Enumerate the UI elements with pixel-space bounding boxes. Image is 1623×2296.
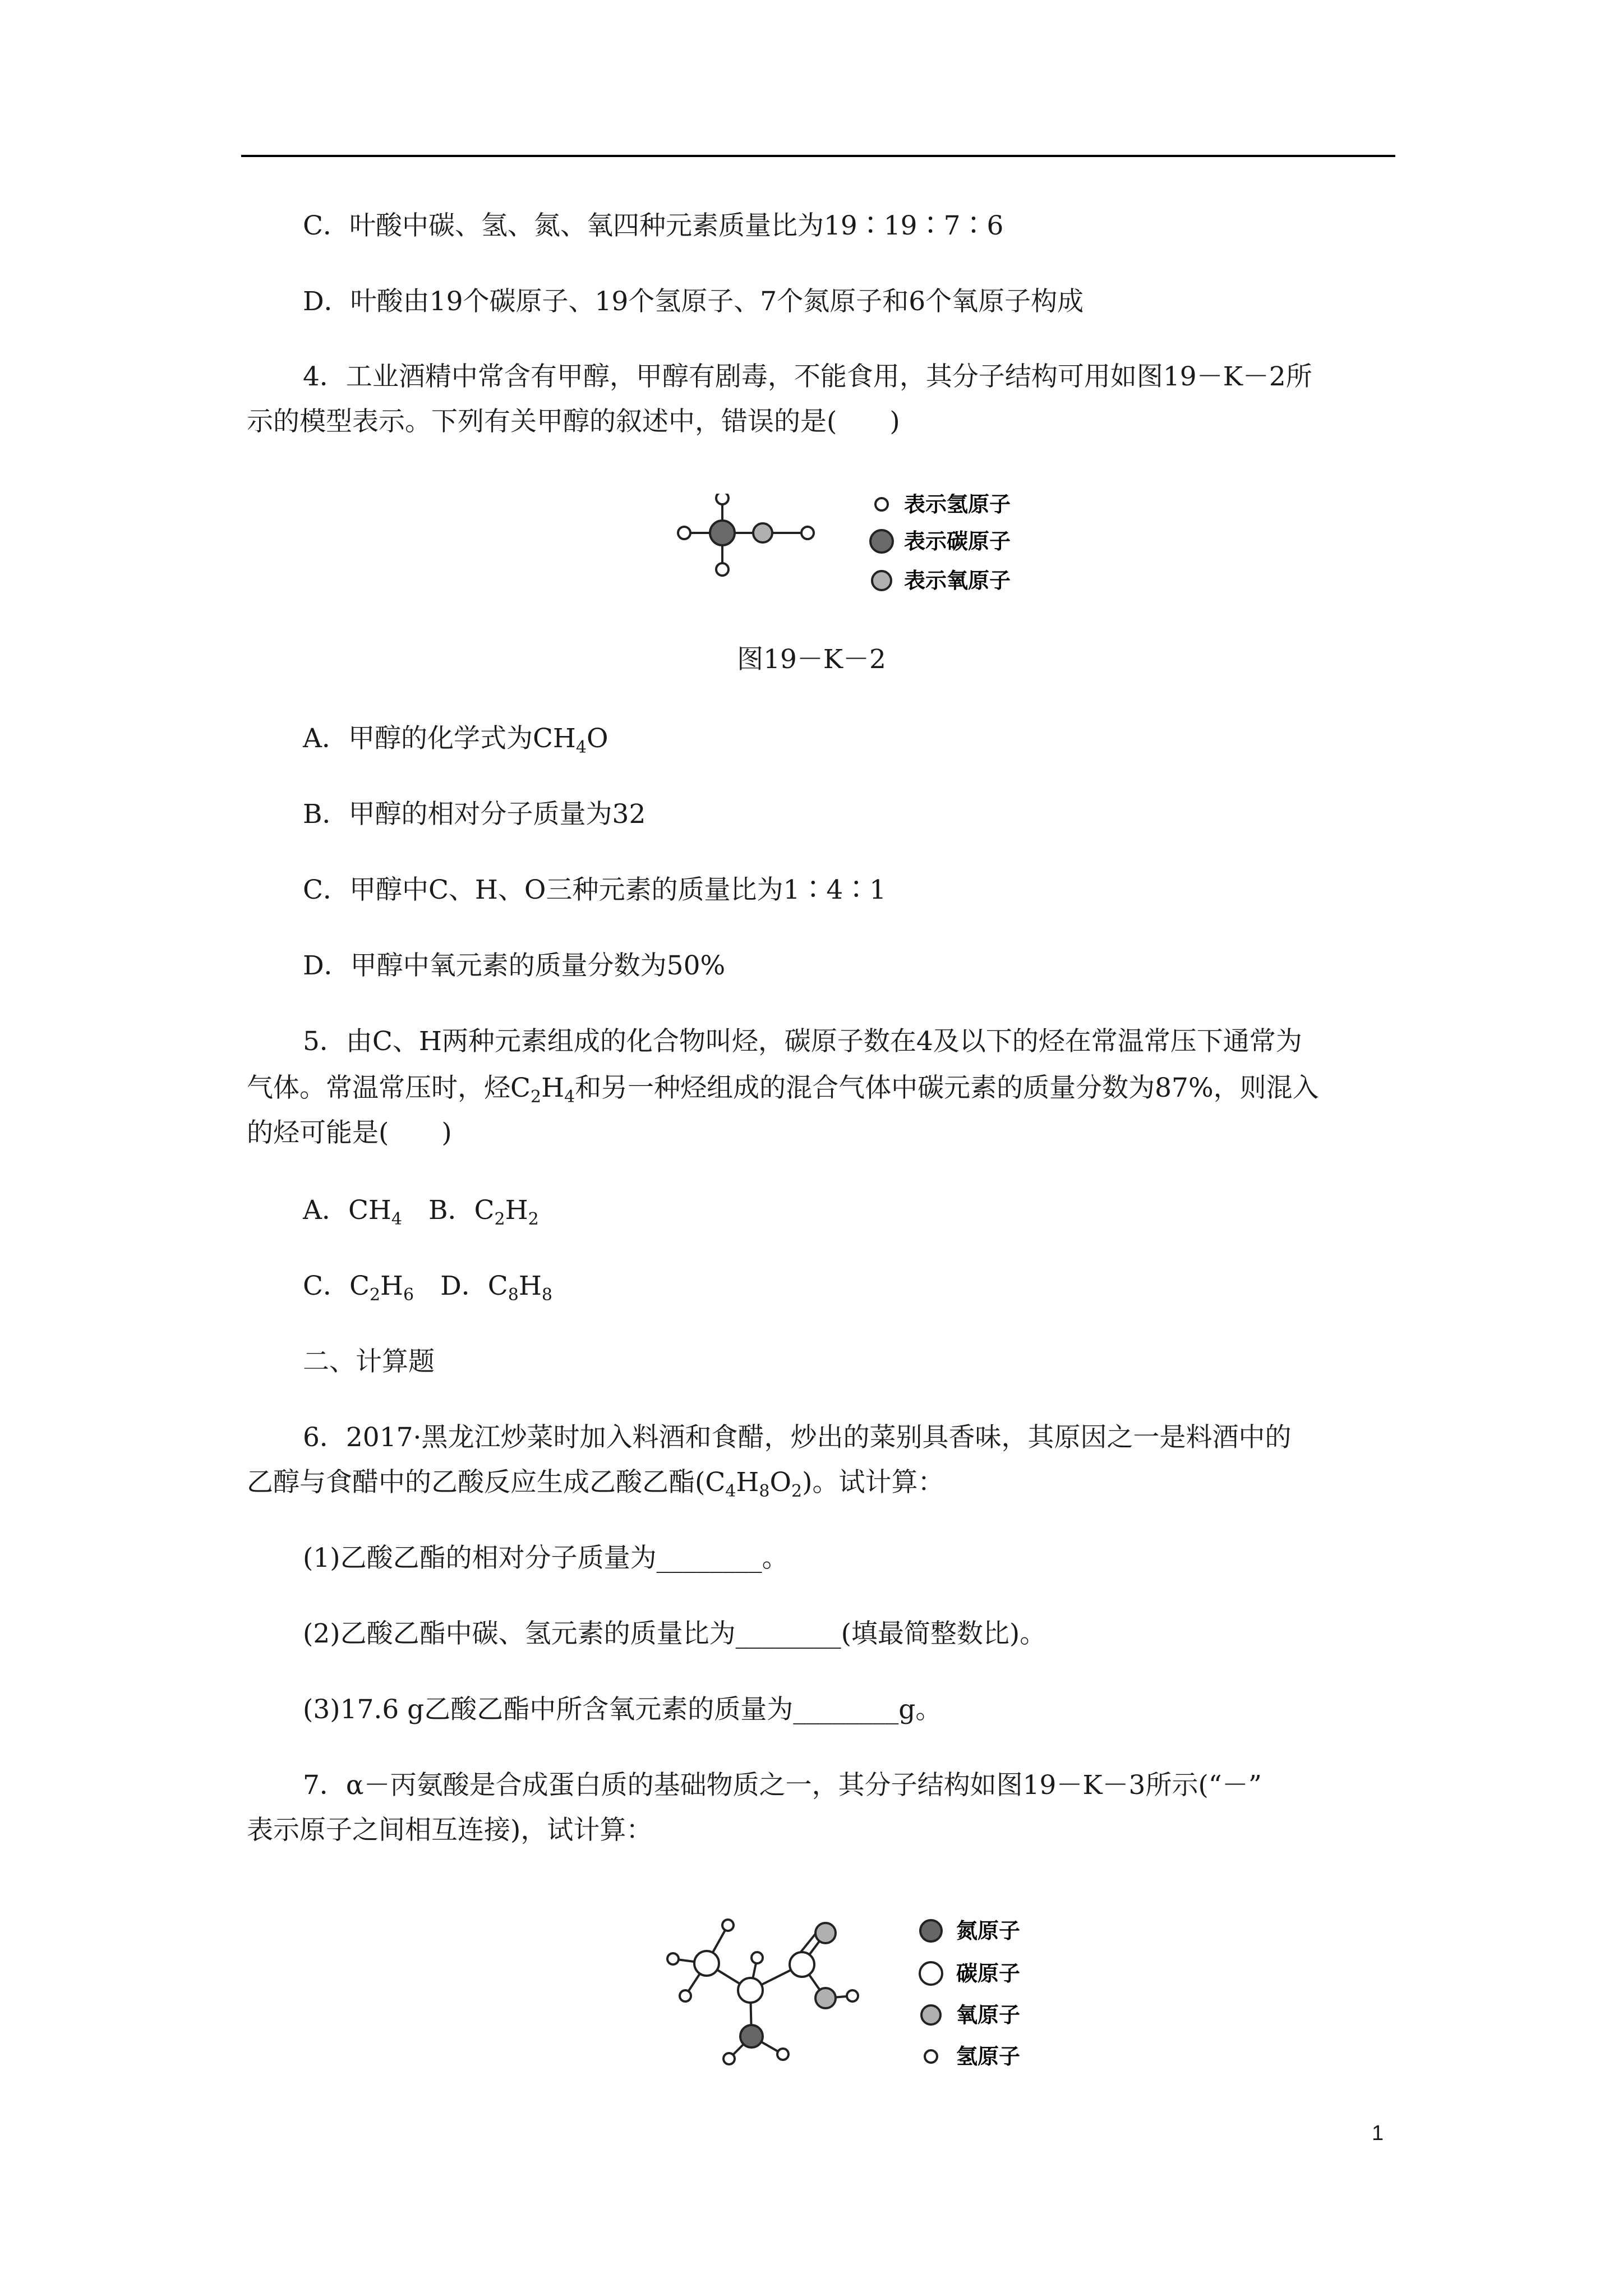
q5-options-cd: C．$C_2H_6$ D．$C_8H_8$ <box>303 1271 552 1305</box>
legend-label-nitrogen: 氮原子 <box>956 1918 1021 1943</box>
q4-option-d: D．甲醇中氧元素的质量分数为50% <box>303 950 726 981</box>
legend-carbon-icon <box>920 1962 942 1985</box>
carbon-atom <box>738 1978 763 2003</box>
oxygen-atom <box>815 1923 836 1943</box>
q5-stem-line3: 的烃可能是( ) <box>247 1117 452 1148</box>
hydrogen-atom <box>680 1990 691 2001</box>
hydrogen-atom <box>716 563 728 576</box>
carbon-atom <box>694 1951 719 1976</box>
legend-oxygen-icon <box>872 571 891 590</box>
legend-label-oxygen: 氧原子 <box>956 2003 1021 2027</box>
q4-option-b: B．甲醇的相对分子质量为32 <box>303 799 646 830</box>
q5-stem-line1: 5．由C、H两种元素组成的化合物叫烃，碳原子数在4及以下的烃在常温常压下通常为 <box>303 1026 1302 1057</box>
nitrogen-atom <box>740 2025 763 2047</box>
figure-caption-19-k-2: 图19－K－2 <box>737 644 886 675</box>
q3-option-d: D．叶酸由19个碳原子、19个氢原子、7个氮原子和6个氧原子构成 <box>303 286 1084 317</box>
legend-hydrogen-icon <box>925 2050 937 2063</box>
q7-stem-line2: 表示原子之间相互连接)，试计算： <box>247 1815 653 1846</box>
oxygen-atom <box>753 523 772 542</box>
methanol-model-figure <box>662 494 1054 606</box>
hydrogen-atom <box>751 1952 763 1963</box>
hydrogen-atom <box>667 1953 679 1964</box>
q6-stem-line1: 6．2017·黑龙江炒菜时加入料酒和食醋，炒出的菜别具香味，其原因之一是料酒中的 <box>303 1422 1292 1453</box>
header-rule <box>241 155 1395 157</box>
legend-label-oxygen: 表示氧原子 <box>904 568 1011 593</box>
legend-label-hydrogen: 表示氢原子 <box>904 494 1011 517</box>
hydrogen-atom <box>723 2053 735 2064</box>
hydrogen-atom <box>801 527 814 539</box>
q4-stem-line2: 示的模型表示。下列有关甲醇的叙述中，错误的是( ) <box>247 406 900 437</box>
q5-stem-line2: 气体。常温常压时，烃$C_2H_4$和另一种烃组成的混合气体中碳元素的质量分数为87%，则混入 <box>247 1073 1319 1107</box>
legend-label-carbon: 碳原子 <box>956 1961 1021 1986</box>
alanine-model-figure <box>651 1907 1110 2081</box>
legend-label-carbon: 表示碳原子 <box>904 529 1011 554</box>
legend-label-hydrogen: 氢原子 <box>956 2044 1021 2069</box>
legend-oxygen-icon <box>921 2005 940 2024</box>
q3-option-c: C．叶酸中碳、氢、氮、氧四种元素质量比为19∶19∶7∶6 <box>303 210 1004 241</box>
carbon-atom <box>790 1952 814 1977</box>
legend-carbon-icon <box>870 530 893 553</box>
q6-sub3: (3)17.6 g乙酸乙酯中所含氧元素的质量为________g。 <box>303 1694 942 1725</box>
q4-option-c: C．甲醇中C、H、O三种元素的质量比为1∶4∶1 <box>303 875 887 905</box>
legend-hydrogen-icon <box>875 498 888 510</box>
hydrogen-atom <box>722 1920 734 1931</box>
q4-stem-line1: 4．工业酒精中常含有甲醇，甲醇有剧毒，不能食用，其分子结构可用如图19－K－2所 <box>303 361 1312 392</box>
carbon-atom <box>710 521 735 545</box>
q4-option-a: A．甲醇的化学式为$CH_4O$ <box>303 723 608 757</box>
hydrogen-atom <box>777 2049 789 2060</box>
hydrogen-atom <box>678 527 690 539</box>
oxygen-atom <box>815 1988 836 2008</box>
section-title: 二、计算题 <box>303 1346 435 1377</box>
hydrogen-atom <box>716 494 728 504</box>
q5-options-ab: A．$CH_4$ B．$C_2H_2$ <box>303 1195 539 1229</box>
page-number: 1 <box>1372 2122 1384 2145</box>
q6-sub1: (1)乙酸乙酯的相对分子质量为________。 <box>303 1543 789 1573</box>
q6-sub2: (2)乙酸乙酯中碳、氢元素的质量比为________(填最简整数比)。 <box>303 1618 1046 1649</box>
legend-nitrogen-icon <box>920 1920 942 1941</box>
q7-stem-line1: 7．α－丙氨酸是合成蛋白质的基础物质之一，其分子结构如图19－K－3所示(“－” <box>303 1770 1262 1801</box>
q6-stem-line2: 乙醇与食醋中的乙酸反应生成乙酸乙酯$(C_4H_8O_2)$。试计算： <box>247 1467 944 1501</box>
hydrogen-atom <box>847 1990 858 2001</box>
